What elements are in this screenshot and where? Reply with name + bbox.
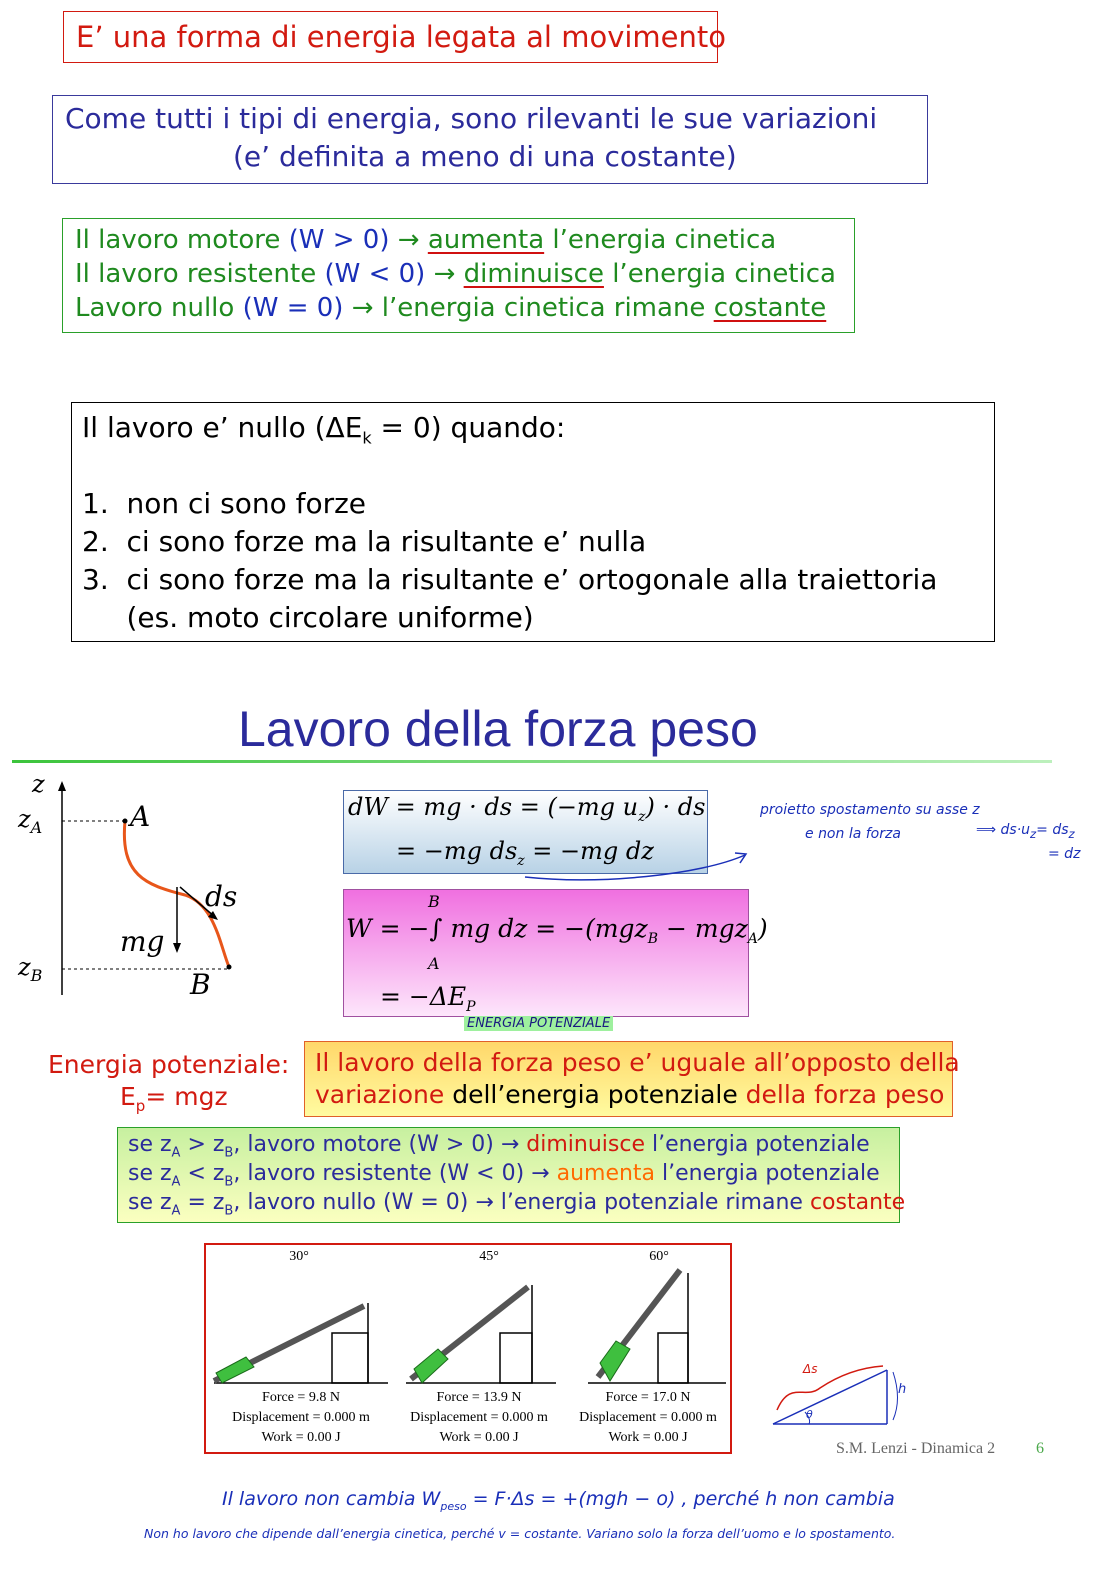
- kinetic-work-box: [62, 218, 855, 333]
- projection-arrow: [520, 845, 760, 885]
- ramp-3-angle: 60°: [649, 1249, 669, 1264]
- variations-line1: Come tutti i tipi di energia, sono rilevanti le sue variazioni: [65, 102, 878, 135]
- gravity-work-line2: variazione dell’energia potenziale della forza peso: [315, 1080, 945, 1109]
- ramp-1-angle: 30°: [289, 1249, 309, 1264]
- ramp-2-force: Force = 13.9 N: [436, 1390, 522, 1405]
- null-work-item-1: 1. non ci sono forze: [82, 487, 367, 520]
- handwritten-note-1: Il lavoro non cambia $W_{peso} = F\cdot\Delta s = +(mgh - o)$ , perché h non cambia: [222, 1488, 895, 1513]
- ramp-3-displacement: Displacement = 0.000 m: [579, 1410, 717, 1425]
- ramp-3-force: Force = 17.0 N: [605, 1390, 691, 1405]
- projection-note-2: e non la forza: [805, 826, 901, 842]
- integral-upper-limit: B: [428, 892, 440, 911]
- projection-note-3: ⟹ $ds\cdot u_z= ds_z$: [976, 822, 1075, 841]
- footer-author: S.M. Lenzi - Dinamica 2: [836, 1440, 996, 1457]
- mg-label: mg: [120, 925, 165, 958]
- ramp-2-angle: 45°: [479, 1249, 499, 1264]
- point-A-label: A: [130, 800, 151, 833]
- case-row-1: se $z_A > z_B$, lavoro motore (W > 0) → diminuisce l’energia potenziale: [128, 1132, 870, 1161]
- ep-definition-formula: $E_p=$ mgz: [120, 1082, 228, 1115]
- null-work-item-3: 3. ci sono forze ma la risultante e’ ortogonale alla traiettoria: [82, 563, 938, 596]
- gravity-work-box: [304, 1041, 960, 1117]
- handwritten-note-2: Non ho lavoro che dipende dall’energia cinetica, perché v = costante. Variano solo la forza dell’uomo e lo spostamento.: [144, 1526, 896, 1541]
- ds-label: ds: [205, 880, 238, 913]
- kinetic-line-3: Lavoro nullo (W = 0) → l’energia cinetica rimane costante: [75, 293, 827, 323]
- formula-dw-line2: = −mg $ds_z = -mg$ dz: [396, 837, 654, 869]
- potential-cases-box: [117, 1127, 906, 1223]
- sketch-ds-label: Δs: [803, 1362, 818, 1376]
- intro-box: [63, 11, 727, 63]
- null-work-box: [71, 402, 995, 642]
- sketch-theta-label: θ: [806, 1408, 813, 1421]
- ep-definition-title: Energia potenziale:: [48, 1050, 290, 1079]
- gravity-diagram: [15, 775, 315, 1015]
- page-number: 6: [1036, 1440, 1044, 1457]
- kinetic-line-1: Il lavoro motore (W > 0) → aumenta l’energia cinetica: [75, 225, 777, 255]
- point-B-label: B: [190, 968, 211, 1001]
- null-work-title: Il lavoro e’ nullo $(\Delta E_k = 0)$ quando:: [82, 411, 566, 448]
- incline-sketch: [765, 1360, 915, 1430]
- integral-lower-limit: A: [428, 954, 440, 973]
- projection-note-4: = dz: [1048, 846, 1081, 862]
- case-row-2: se $z_A < z_B$, lavoro resistente (W < 0) → aumenta l’energia potenziale: [128, 1161, 880, 1190]
- variations-box: [52, 95, 928, 184]
- ramps-figure: [204, 1243, 732, 1454]
- intro-text: E’ una forma di energia legata al movimento: [76, 20, 727, 54]
- ramp-2-displacement: Displacement = 0.000 m: [410, 1410, 548, 1425]
- null-work-item-2: 2. ci sono forze ma la risultante e’ nulla: [82, 525, 647, 558]
- formula-dw-line1: dW = mg · ds = (−mg $u_z$) · ds: [348, 793, 706, 825]
- null-work-item-4: (es. moto circolare uniforme): [82, 601, 534, 634]
- section-divider: [12, 760, 1052, 763]
- formula-w-line1: W = −∫ mg dz = −(mgz$_B$ − mgz$_A$): [346, 914, 768, 947]
- ramp-1-displacement: Displacement = 0.000 m: [232, 1410, 370, 1425]
- kinetic-line-2: Il lavoro resistente (W < 0) → diminuisce l’energia cinetica: [75, 259, 836, 289]
- projection-note-1: proietto spostamento su asse z: [760, 802, 980, 818]
- ramp-3-work: Work = 0.00 J: [608, 1430, 688, 1445]
- axis-z-label: z: [32, 770, 45, 798]
- potential-energy-note: ENERGIA POTENZIALE: [464, 1016, 613, 1031]
- formula-w-line2: = $-\Delta E_P$: [380, 982, 476, 1015]
- ramp-1-force: Force = 9.8 N: [262, 1390, 340, 1405]
- formula-w-box: [343, 889, 768, 1017]
- zA-label: $z_A$: [18, 805, 43, 837]
- gravity-work-line1: Il lavoro della forza peso e’ uguale all’opposto della: [315, 1048, 960, 1077]
- sketch-h-label: h: [898, 1382, 907, 1397]
- ramp-1-work: Work = 0.00 J: [261, 1430, 341, 1445]
- variations-line2: (e’ definita a meno di una costante): [233, 140, 737, 173]
- ramp-2-work: Work = 0.00 J: [439, 1430, 519, 1445]
- zB-label: $z_B$: [18, 953, 43, 985]
- case-row-3: se $z_A = z_B$, lavoro nullo (W = 0) → l’energia potenziale rimane costante: [128, 1190, 906, 1219]
- section-title: Lavoro della forza peso: [238, 701, 758, 757]
